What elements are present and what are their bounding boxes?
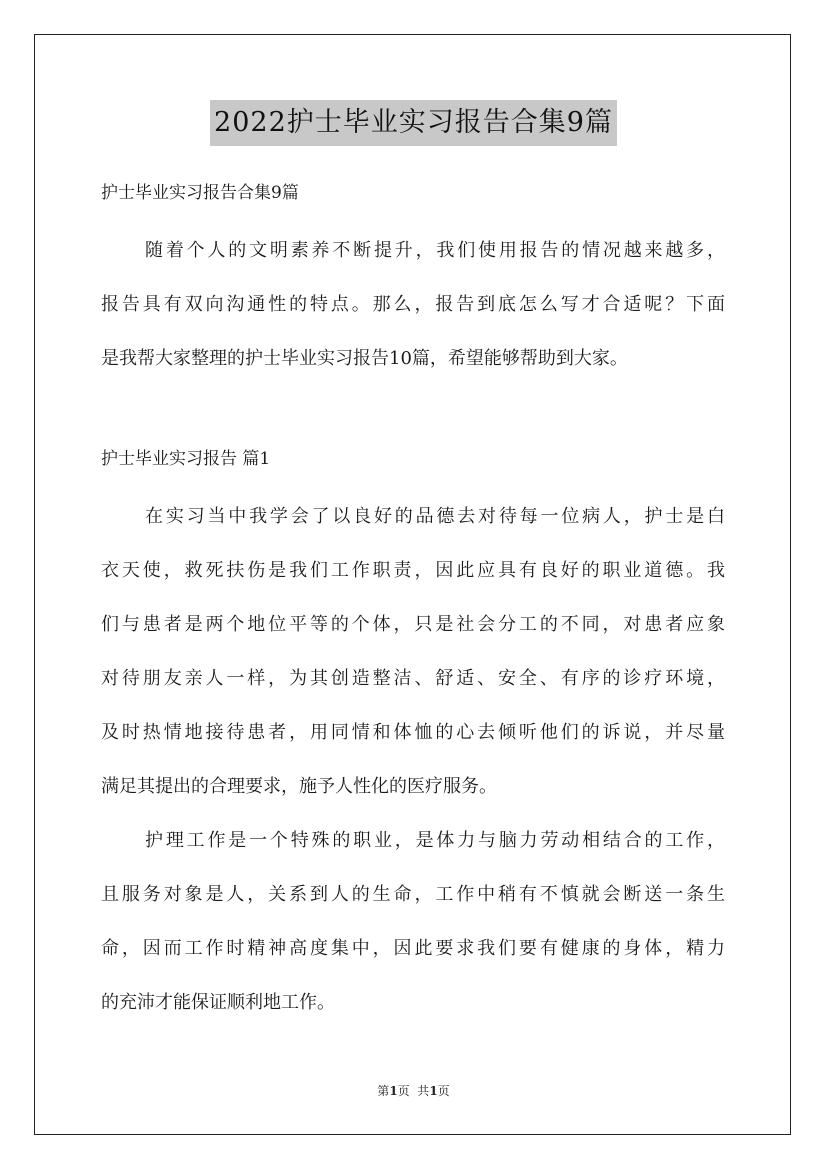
footer-page-number: 1 bbox=[389, 1084, 398, 1098]
paragraph-line: 护理工作是一个特殊的职业，是体力与脑力劳动相结合的工作， bbox=[145, 830, 725, 851]
paragraph-line: 命，因而工作时精神高度集中，因此要求我们要有健康的身体，精力 bbox=[101, 938, 725, 959]
document-subtitle: 护士毕业实习报告合集9篇 bbox=[101, 183, 299, 203]
intro-paragraph bbox=[101, 224, 725, 386]
page-footer bbox=[0, 1082, 827, 1099]
document-title bbox=[0, 100, 827, 146]
paragraph-line: 满足其提出的合理要求，施予人性化的医疗服务。 bbox=[101, 776, 497, 797]
footer-mid: 页 共 bbox=[397, 1084, 430, 1098]
paragraph-line: 的充沛才能保证顺利地工作。 bbox=[101, 992, 335, 1013]
section-heading: 护士毕业实习报告 篇1 bbox=[101, 449, 271, 469]
paragraph-line: 且服务对象是人，关系到人的生命，工作中稍有不慎就会断送一条生 bbox=[101, 884, 725, 905]
paragraph-1 bbox=[101, 490, 725, 814]
paragraph-2 bbox=[101, 814, 725, 1030]
intro-line: 是我帮大家整理的护士毕业实习报告10篇，希望能够帮助到大家。 bbox=[101, 348, 628, 369]
paragraph-line: 对待朋友亲人一样，为其创造整洁、舒适、安全、有序的诊疗环境， bbox=[101, 668, 725, 689]
paragraph-line: 们与患者是两个地位平等的个体，只是社会分工的不同，对患者应象 bbox=[101, 614, 725, 635]
footer-prefix: 第 bbox=[377, 1084, 390, 1098]
paragraph-line: 衣天使，救死扶伤是我们工作职责，因此应具有良好的职业道德。我 bbox=[101, 560, 725, 581]
document-title-text: 2022护士毕业实习报告合集9篇 bbox=[210, 100, 617, 146]
paragraph-line: 及时热情地接待患者，用同情和体恤的心去倾听他们的诉说，并尽量 bbox=[101, 722, 725, 743]
document-body bbox=[101, 178, 725, 1030]
paragraph-line: 在实习当中我学会了以良好的品德去对待每一位病人，护士是白 bbox=[145, 506, 725, 527]
footer-suffix: 页 bbox=[437, 1084, 450, 1098]
intro-line: 随着个人的文明素养不断提升，我们使用报告的情况越来越多， bbox=[145, 240, 725, 261]
intro-line: 报告具有双向沟通性的特点。那么，报告到底怎么写才合适呢？下面 bbox=[101, 294, 725, 315]
footer-total-pages: 1 bbox=[429, 1084, 438, 1098]
